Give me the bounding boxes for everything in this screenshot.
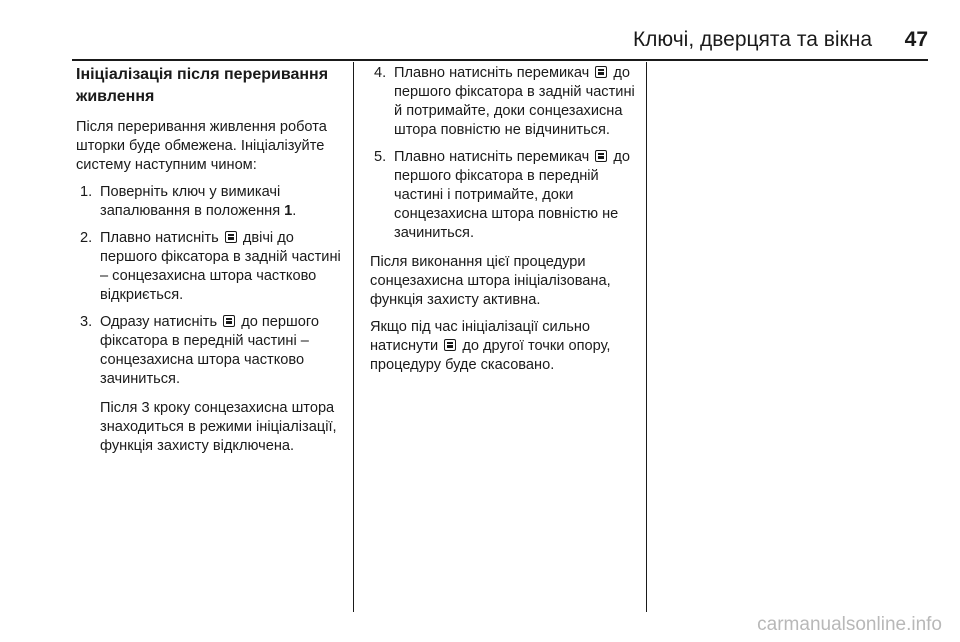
sunroof-switch-icon [225, 231, 237, 243]
step-1 [76, 183, 342, 221]
step-text: Плавно натисніть перемикач [394, 149, 590, 165]
step-number: 5. [374, 149, 387, 165]
step-text: Поверніть ключ у вимикачі запалювання в положення [100, 184, 285, 219]
section-heading: Ініціалізація після переривання живлення [76, 66, 329, 105]
watermark: carmanualsonline.info [757, 614, 942, 635]
page-number: 47 [904, 28, 928, 51]
intro-paragraph: Після переривання живлення робота шторки буде обмежена. Ініціалізуйте систему наступним чином: [76, 119, 327, 173]
cancel-text-cont: до другої точки опору, процедуру буде скасовано. [370, 338, 611, 373]
sunroof-switch-icon [444, 339, 456, 351]
steps-list-1 [76, 183, 342, 389]
sunroof-switch-icon [595, 66, 607, 78]
step-3 [76, 313, 342, 389]
step-text-cont: до першого фіксатора в задній частині й потримайте, доки сонцезахисна штора повністю не відчиниться. [394, 65, 635, 138]
result-paragraph: Після виконання цієї процедури сонцезахисна штора ініціалізована, функція захисту активна. [370, 254, 611, 308]
header-rule [72, 59, 928, 61]
steps-list-2 [370, 64, 636, 243]
step-number: 1. [80, 184, 93, 200]
position-value: 1 [284, 203, 293, 219]
left-column [76, 64, 342, 464]
step-text: Одразу натисніть [100, 314, 218, 330]
step-5 [370, 148, 636, 243]
step-number: 3. [80, 314, 93, 330]
step-text-cont: до першого фіксатора в передній частині і потримайте, доки сонцезахисна штора повністю не зачиниться. [394, 149, 631, 241]
column-divider-left [353, 62, 354, 612]
step-text-cont: до першого фіксатора в передній частині – сонцезахисна штора частково зачиниться. [100, 314, 319, 387]
step-4 [370, 64, 636, 140]
step-2 [76, 229, 342, 305]
page-title: Ключі, дверцята та вікна [632, 28, 872, 51]
step-text: Плавно натисніть перемикач [394, 65, 590, 81]
step-text-end: . [292, 203, 297, 219]
step-text-cont: двічі до першого фіксатора в задній частині – сонцезахисна штора частково відкриється. [100, 230, 341, 303]
step-number: 4. [374, 65, 387, 81]
cancel-text: Якщо під час ініціалізації сильно натиснути [370, 319, 591, 354]
sunroof-switch-icon [223, 315, 235, 327]
page-header [72, 26, 928, 56]
step-number: 2. [80, 230, 93, 246]
cancel-paragraph [370, 318, 636, 375]
middle-column [370, 64, 636, 383]
step-note: Після 3 кроку сонцезахисна штора знаходиться в режими ініціалізації, функція захисту відключена. [100, 400, 337, 454]
step-text: Плавно натисніть [100, 230, 219, 246]
column-divider-right [646, 62, 647, 612]
sunroof-switch-icon [595, 150, 607, 162]
